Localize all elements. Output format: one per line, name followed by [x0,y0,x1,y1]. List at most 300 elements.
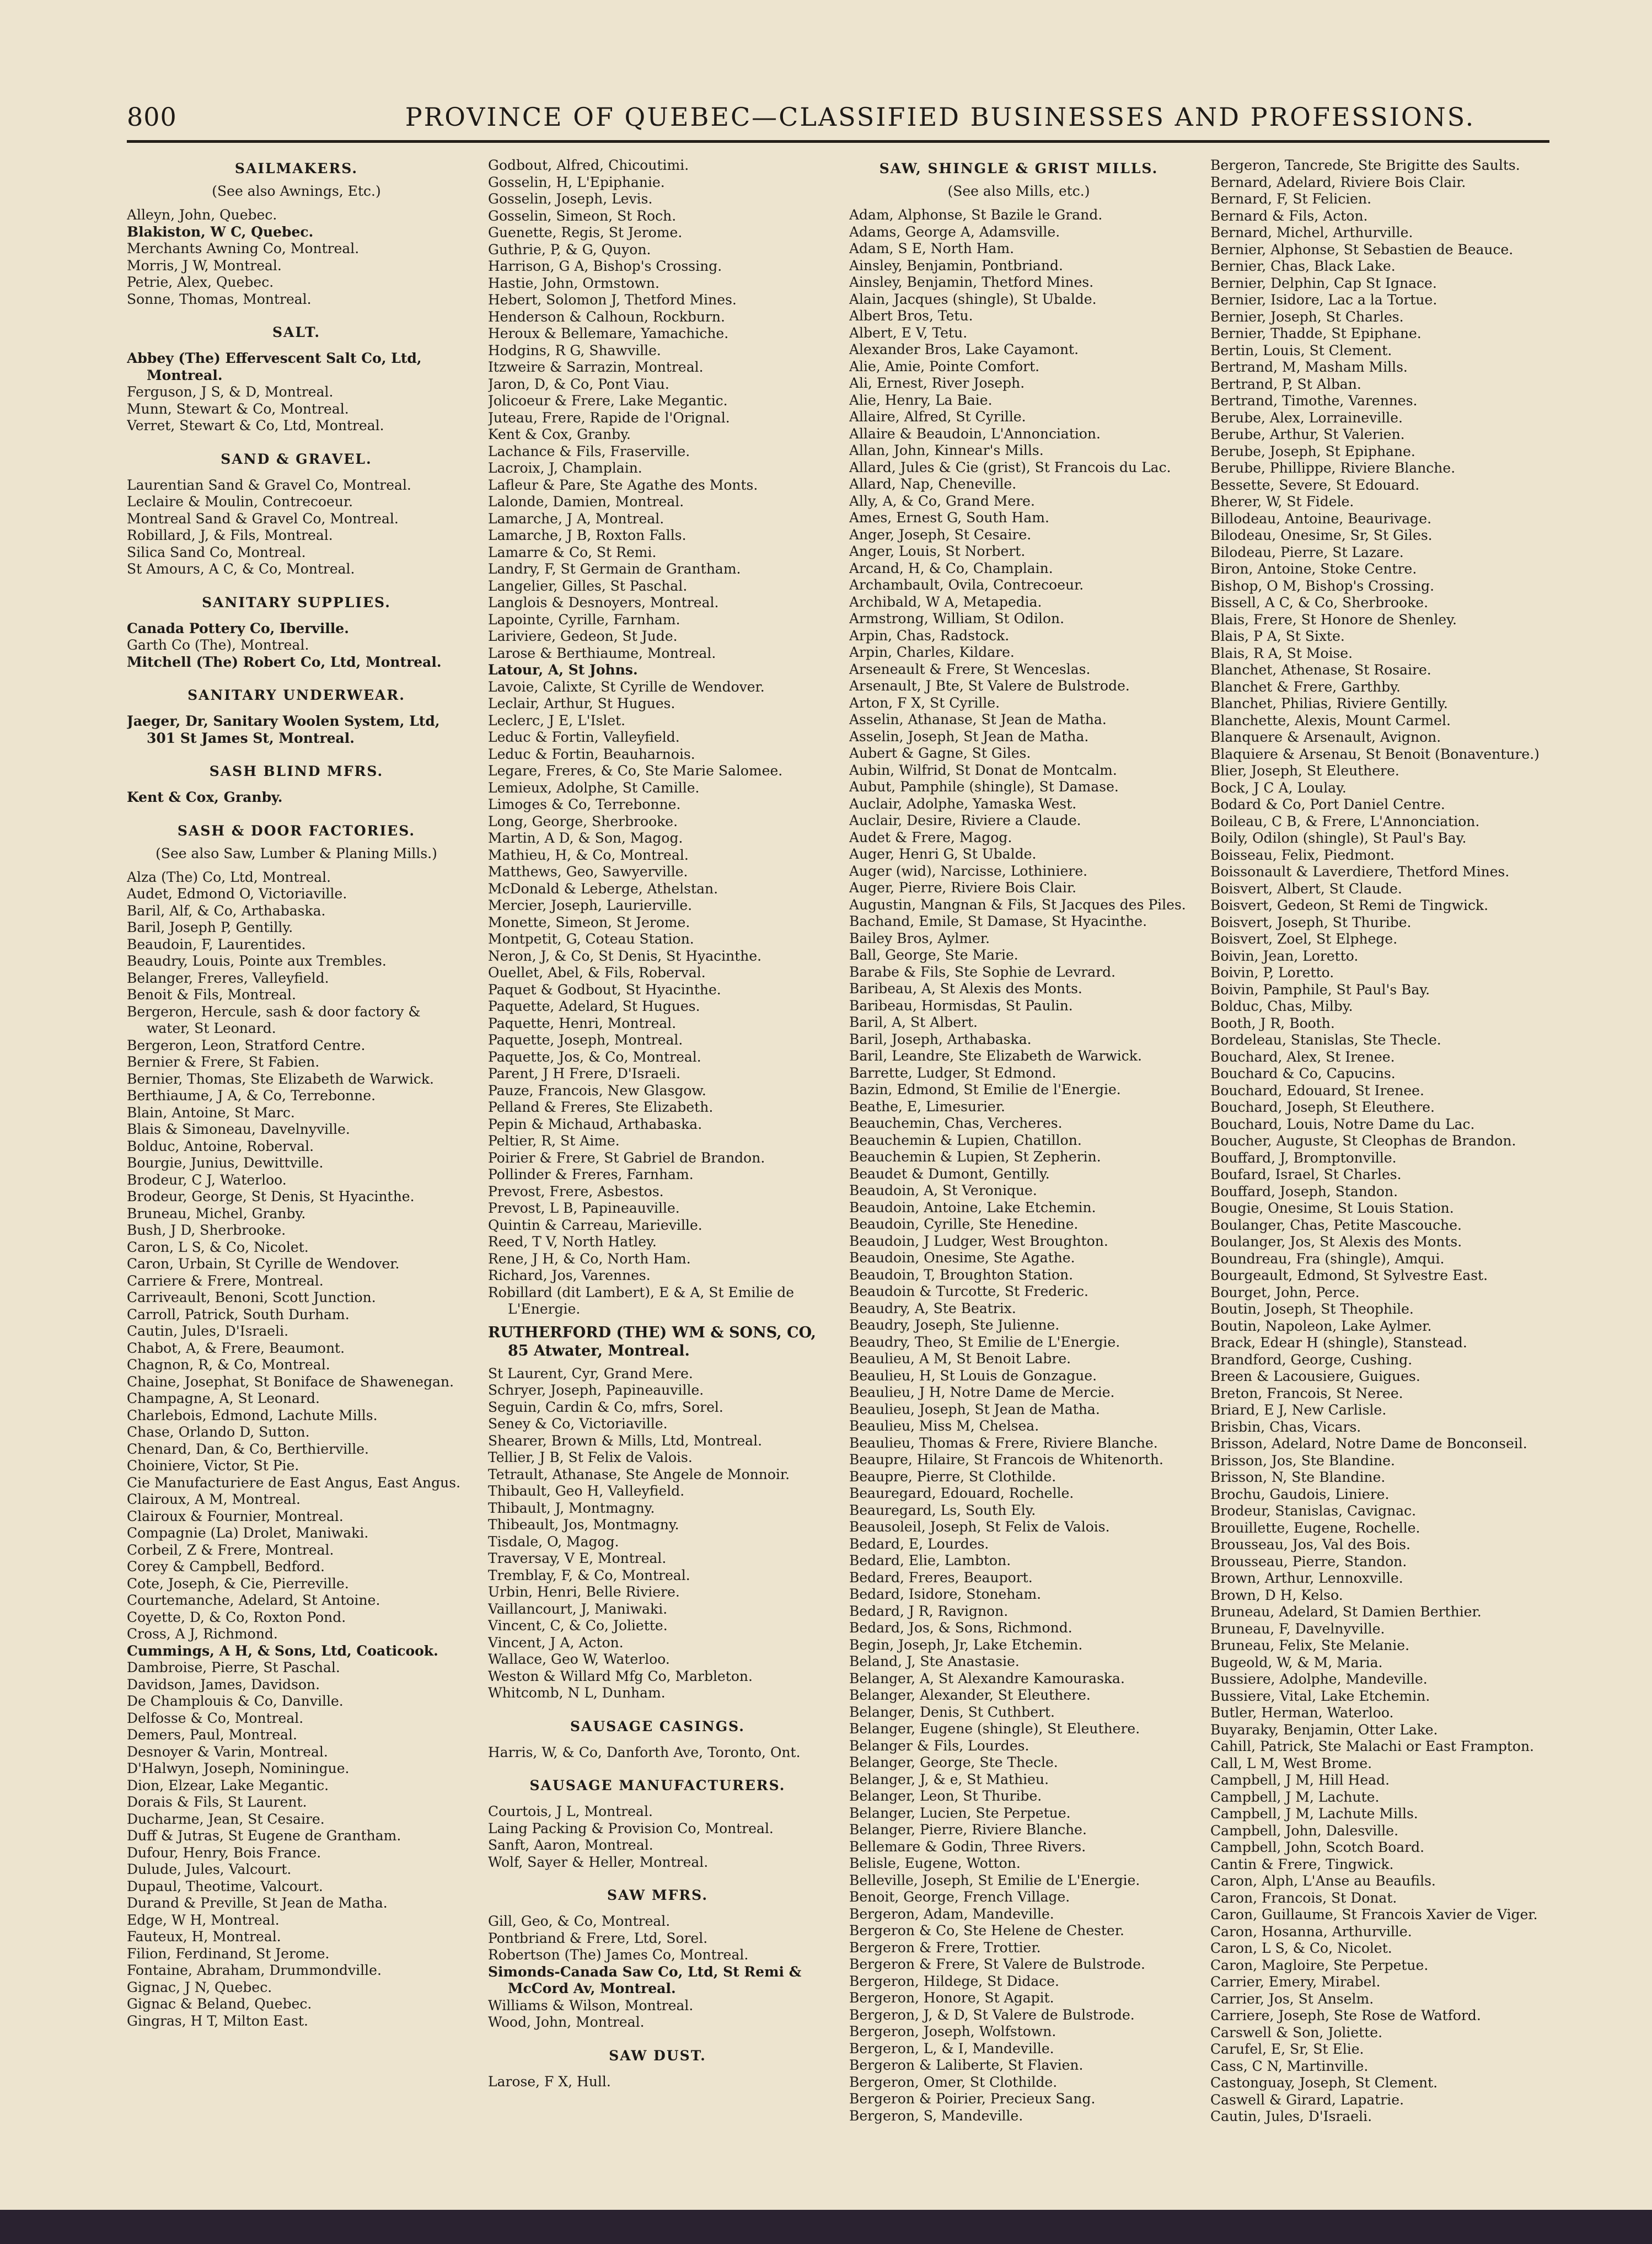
listing-entry: Fauteux, H, Montreal. [127,1929,281,1945]
listing-entry: Harris, W, & Co, Danforth Ave, Toronto, Ont. [488,1744,801,1760]
section-heading: SAW DUST. [609,2047,706,2064]
listing-entry: Benoit & Fils, Montreal. [127,987,296,1003]
listing-entry: Barrette, Ludger, St Edmond. [849,1064,1056,1081]
listing-entry: Bernard, Michel, Arthurville. [1210,224,1413,240]
listing-entry: Bernier & Frere, St Fabien. [127,1054,320,1070]
listing-entry: Bedard, Jos, & Sons, Richmond. [849,1620,1072,1636]
listing-entry: Laurentian Sand & Gravel Co, Montreal. [127,476,411,493]
listing-entry: Anger, Louis, St Norbert. [849,543,1026,559]
listing-entry: Beaudoin, Onesime, Ste Agathe. [849,1250,1075,1266]
listing-entry: Bergeron, Honore, St Agapit. [849,1990,1054,2006]
directory-column [849,157,1188,2176]
listing-entry: Pauze, Francois, New Glasgow. [488,1082,706,1099]
listing-entry: Bernard, F, St Felicien. [1210,191,1372,207]
listing-entry: Ally, A, & Co, Grand Mere. [849,492,1035,509]
listing-entry: Chaine, Josephat, St Boniface de Shawenegan. [127,1373,454,1390]
listing-entry: Adam, S E, North Ham. [849,240,1015,256]
listing-entry: Caron, Magloire, Ste Perpetue. [1210,1957,1429,1973]
listing-entry: Alain, Jacques (shingle), St Ubalde. [849,291,1097,307]
listing-entry: Allard, Jules & Cie (grist), St Francois du Lac. [849,459,1171,475]
listing-entry: Brodeur, George, St Denis, St Hyacinthe. [127,1188,415,1204]
listing-entry: Blais, Frere, St Honore de Shenley. [1210,611,1457,628]
listing-entry: Boisseau, Felix, Piedmont. [1210,847,1394,863]
listing-entry: De Champlouis & Co, Danville. [127,1693,344,1709]
listing-entry: Albert Bros, Tetu. [849,308,973,324]
listing-entry: Bergeron, Leon, Stratford Centre. [127,1037,366,1053]
listing-entry: Prevost, Frere, Asbestos. [488,1183,664,1199]
listing-entry: Gignac & Beland, Quebec. [127,1996,312,2012]
listing-entry: Beaudoin, Antoine, Lake Etchemin. [849,1199,1096,1215]
listing-entry: Kent & Cox, Granby. [127,789,283,805]
listing-entry: Blanquere & Arsenault, Avignon. [1210,729,1441,745]
listing-entry: Bussiere, Adolphe, Mandeville. [1210,1671,1428,1687]
listing-entry: Bergeron, Hildege, St Didace. [849,1973,1060,1989]
listing-entry: Bouchard, Alex, St Irenee. [1210,1048,1395,1065]
listing-entry: Berthiaume, J A, & Co, Terrebonne. [127,1088,376,1104]
listing-entry: Aubin, Wilfrid, St Donat de Montcalm. [849,762,1117,778]
listing-entry: Allan, John, Kinnear's Mills. [849,442,1044,458]
listing-entry: Paquette, Henri, Montreal. [488,1015,677,1031]
listing-entry: Benoit, George, French Village. [849,1889,1070,1905]
listing-entry: Boisvert, Albert, St Claude. [1210,880,1402,897]
listing-entry: Demers, Paul, Montreal. [127,1727,297,1743]
listing-entry: Ouellet, Abel, & Fils, Roberval. [488,965,706,981]
listing-entry: Beauchemin, Chas, Vercheres. [849,1115,1063,1131]
listing-entry: Corey & Campbell, Bedford. [127,1559,325,1574]
listing-entry: Legare, Freres, & Co, Ste Marie Salomee. [488,763,783,779]
listing-entry: Brousseau, Jos, Val des Bois. [1210,1536,1411,1552]
listing-entry: Lamarche, J B, Roxton Falls. [488,527,686,543]
listing-entry: Gosselin, Joseph, Levis. [488,191,653,207]
listing-entry: Bernier, Thadde, St Epiphane. [1210,325,1422,341]
scan-bottom-edge [0,2210,1652,2244]
listing-entry: Campbell, John, Dalesville. [1210,1822,1399,1839]
listing-entry: Garth Co (The), Montreal. [127,637,309,653]
listing-entry: Chagnon, R, & Co, Montreal. [127,1357,330,1373]
listing-entry: Albert, E V, Tetu. [849,324,968,341]
listing-entry: Brown, D H, Kelso. [1210,1587,1343,1603]
listing-entry: Campbell, J M, Lachute. [1210,1788,1380,1805]
listing-entry: Wood, John, Montreal. [488,2014,645,2030]
listing-entry: Blanchet, Philias, Riviere Gentilly. [1210,695,1448,711]
listing-entry: Boutin, Joseph, St Theophile. [1210,1301,1414,1317]
listing-entry: Briard, E J, New Carlisle. [1210,1402,1387,1418]
listing-entry: Baril, Alf, & Co, Arthabaska. [127,902,326,919]
listing-entry: Richard, Jos, Varennes. [488,1267,651,1283]
listing-entry: Lemieux, Adolphe, St Camille. [488,779,700,796]
listing-entry: Caron, Urbain, St Cyrille de Wendover. [127,1256,400,1272]
listing-entry: Allard, Nap, Cheneville. [849,476,1017,492]
listing-entry: Archambault, Ovila, Contrecoeur. [849,577,1084,593]
listing-entry: St Amours, A C, & Co, Montreal. [127,561,355,577]
listing-entry: Paquette, Joseph, Montreal. [488,1032,683,1048]
listing-entry: Mitchell (The) Robert Co, Ltd, Montreal. [127,654,442,670]
listing-entry: McDonald & Leberge, Athelstan. [488,880,718,897]
listing-entry: Langelier, Gilles, St Paschal. [488,577,688,594]
listing-entry: Buyaraky, Benjamin, Otter Lake. [1210,1721,1438,1738]
listing-entry: Biron, Antoine, Stoke Centre. [1210,561,1417,577]
listing-entry: Caron, Hosanna, Arthurville. [1210,1923,1412,1940]
listing-entry: Bordeleau, Stanislas, Ste Thecle. [1210,1032,1441,1048]
listing-entry: Bedard, Isidore, Stoneham. [849,1586,1042,1602]
listing-entry: Bazin, Edmond, St Emilie de l'Energie. [849,1081,1121,1097]
listing-entry: Booth, J R, Booth. [1210,1015,1335,1031]
listing-entry: Bedard, J R, Ravignon. [849,1603,1009,1619]
listing-entry: Clairoux & Fournier, Montreal. [127,1508,344,1524]
listing-entry: Beaulieu, J H, Notre Dame de Mercie. [849,1384,1115,1400]
listing-entry: Boundreau, Fra (shingle), Amqui. [1210,1250,1445,1267]
listing-entry: Pontbriand & Frere, Ltd, Sorel. [488,1930,708,1946]
listing-entry: Beaulieu, Joseph, St Jean de Matha. [849,1401,1100,1417]
listing-entry: Beauregard, Edouard, Rochelle. [849,1485,1074,1501]
listing-entry: Thibault, Geo H, Valleyfield. [488,1483,685,1499]
listing-entry: Sanft, Aaron, Montreal. [488,1837,653,1853]
listing-entry: Begin, Joseph, Jr, Lake Etchemin. [849,1636,1083,1653]
listing-entry: Cautin, Jules, D'Israeli. [1210,2108,1372,2124]
listing-entry: Beathe, E, Limesurier. [849,1098,1005,1115]
listing-entry: Monette, Simeon, St Jerome. [488,914,690,930]
listing-entry: Chase, Orlando D, Sutton. [127,1424,310,1440]
listing-entry: Beaulieu, A M, St Benoit Labre. [849,1351,1071,1367]
listing-entry: Lacroix, J, Champlain. [488,460,642,476]
listing-entry: Carriere & Frere, Montreal. [127,1272,324,1289]
listing-entry: Boisvert, Gedeon, St Remi de Tingwick. [1210,897,1489,913]
listing-entry: Bergeron & Poirier, Precieux Sang. [849,2091,1096,2107]
section-heading: SASH BLIND MFRS. [209,763,384,779]
listing-entry: Cass, C N, Martinville. [1210,2058,1369,2074]
listing-entry: Champagne, A, St Leonard. [127,1390,320,1406]
listing-entry: Bruneau, F, Davelnyville. [1210,1620,1385,1637]
listing-entry: Bernier, Alphonse, St Sebastien de Beauce. [1210,241,1514,258]
listing-entry: Boufard, Israel, St Charles. [1210,1166,1402,1182]
listing-entry: Alleyn, John, Quebec. [127,207,277,223]
listing-entry: Bruneau, Adelard, St Damien Berthier. [1210,1604,1482,1620]
listing-entry: Berube, Alex, Lorraineville. [1210,409,1403,426]
listing-entry: Wolf, Sayer & Heller, Montreal. [488,1854,709,1870]
listing-entry: Pepin & Michaud, Arthabaska. [488,1116,702,1132]
listing-entry: D'Halwyn, Joseph, Nominingue. [127,1760,350,1776]
listing-entry: Caron, L S, & Co, Nicolet. [127,1239,309,1255]
listing-entry: Morris, J W, Montreal. [127,257,282,274]
listing-entry: Bouchard & Co, Capucins. [1210,1065,1396,1081]
listing-entry: Campbell, J M, Lachute Mills. [1210,1806,1418,1822]
listing-entry: Limoges & Co, Terrebonne. [488,796,681,812]
listing-entry: Sonne, Thomas, Montreal. [127,291,312,307]
listing-entry: Bernier, Thomas, Ste Elizabeth de Warwick. [127,1070,435,1087]
directory-column [127,157,466,2176]
section-heading: SAUSAGE CASINGS. [570,1718,745,1734]
listing-entry: Paquette, Adelard, St Hugues. [488,998,700,1014]
listing-entry: Charlebois, Edmond, Lachute Mills. [127,1407,378,1423]
listing-entry: Bernier, Delphin, Cap St Ignace. [1210,275,1437,291]
listing-entry: Belanger, J, & e, St Mathieu. [849,1771,1049,1787]
listing-entry: Traversay, V E, Montreal. [488,1550,667,1566]
listing-entry: Delfosse & Co, Montreal. [127,1710,304,1726]
listing-entry: Dion, Elzear, Lake Megantic. [127,1777,329,1793]
listing-entry: Blais, R A, St Moise. [1210,645,1353,661]
listing-entry: Ali, Ernest, River Joseph. [849,375,1025,391]
listing-entry: Bruneau, Michel, Granby. [127,1205,306,1222]
listing-entry: Beaudoin, J Ludger, West Broughton. [849,1233,1108,1249]
listing-entry: Simonds-Canada Saw Co, Ltd, St Remi & McCord Av, Montreal. [488,1963,802,1996]
listing-entry: Gosselin, Simeon, St Roch. [488,207,677,224]
listing-entry: Paquet & Godbout, St Hyacinthe. [488,981,721,998]
listing-entry: Cahill, Patrick, Ste Malachi or East Frampton. [1210,1738,1534,1754]
listing-entry: Adam, Alphonse, St Bazile le Grand. [849,207,1103,223]
directory-column [1210,157,1549,2176]
listing-entry: Cie Manufacturiere de East Angus, East Angus. [127,1474,461,1491]
listing-entry: Anger, Joseph, St Cesaire. [849,526,1032,543]
listing-entry: Robillard (dit Lambert), E & A, St Emilie de L'Energie. [488,1284,795,1317]
listing-entry: Bilodeau, Pierre, St Lazare. [1210,544,1404,560]
listing-entry: Butler, Herman, Waterloo. [1210,1705,1394,1721]
listing-entry: Gignac, J N, Quebec. [127,1979,272,1995]
listing-entry: Tetrault, Athanase, Ste Angele de Monnoir. [488,1466,790,1482]
listing-entry: Baril, A, St Albert. [849,1014,978,1030]
listing-entry: Berube, Joseph, St Epiphane. [1210,443,1415,459]
listing-entry: Blais & Simoneau, Davelnyville. [127,1121,350,1137]
listing-entry: Beaudoin, T, Broughton Station. [849,1266,1074,1283]
listing-entry: Gosselin, H, L'Epiphanie. [488,174,665,190]
listing-entry: Bouffard, Joseph, Standon. [1210,1183,1398,1199]
listing-entry: Cote, Joseph, & Cie, Pierreville. [127,1575,349,1592]
section-heading: SANITARY SUPPLIES. [202,594,391,610]
listing-entry: Dupaul, Theotime, Valcourt. [127,1878,323,1894]
listing-entry: Bergeron, J, & D, St Valere de Bulstrode. [849,2006,1135,2023]
listing-entry: Silica Sand Co, Montreal. [127,544,306,560]
section-heading: SAW, SHINGLE & GRIST MILLS. [879,160,1158,176]
listing-entry: Arpin, Charles, Kildare. [849,644,1015,660]
listing-entry: Bedard, E, Lourdes. [849,1535,989,1552]
listing-entry: Bertrand, P, St Alban. [1210,376,1361,392]
listing-entry: Bugeold, W, & M, Maria. [1210,1654,1383,1670]
listing-entry: Beaulieu, Thomas & Frere, Riviere Blanche. [849,1434,1158,1451]
listing-entry: Bergeron & Laliberte, St Flavien. [849,2057,1084,2073]
listing-entry: Brandford, George, Cushing. [1210,1351,1413,1368]
listing-entry: Compagnie (La) Drolet, Maniwaki. [127,1525,369,1541]
listing-entry: Merchants Awning Co, Montreal. [127,240,360,256]
listing-entry: Ducharme, Jean, St Cesaire. [127,1811,325,1827]
listing-entry: Baribeau, Hormisdas, St Paulin. [849,997,1073,1014]
listing-entry: Belanger, George, Ste Thecle. [849,1754,1058,1770]
listing-entry: Alie, Henry, La Baie. [849,392,993,408]
listing-entry: Montreal Sand & Gravel Co, Montreal. [127,510,399,527]
listing-entry: Belleville, Joseph, St Emilie de L'Energie. [849,1872,1140,1888]
listing-entry: Beland, J, Ste Anastasie. [849,1653,1020,1669]
listing-entry: Lariviere, Gedeon, St Jude. [488,628,678,644]
listing-entry: Beaulieu, H, St Louis de Gonzague. [849,1367,1097,1384]
listing-entry: Beausoleil, Joseph, St Felix de Valois. [849,1519,1110,1535]
listing-entry: Asselin, Athanase, St Jean de Matha. [849,711,1107,727]
listing-entry: Mercier, Joseph, Laurierville. [488,897,693,913]
section-heading: SAW MFRS. [607,1887,709,1903]
listing-entry: Armstrong, William, St Odilon. [849,610,1065,626]
listing-entry: Abbey (The) Effervescent Salt Co, Ltd, Montreal. [127,350,422,383]
listing-entry: Larose & Berthiaume, Montreal. [488,645,716,661]
listing-entry: Ainsley, Benjamin, Pontbriand. [849,257,1064,274]
listing-entry: Long, George, Sherbrooke. [488,813,678,829]
listing-entry: Kent & Cox, Granby. [488,426,631,442]
listing-entry: Barabe & Fils, Ste Sophie de Levrard. [849,963,1116,980]
listing-entry: Bertin, Louis, St Clement. [1210,342,1392,358]
listing-entry: Dufour, Henry, Bois France. [127,1844,321,1861]
listing-entry: Belanger, A, St Alexandre Kamouraska. [849,1670,1125,1686]
section-heading: SAILMAKERS. [234,160,358,176]
listing-entry: Robillard, J, & Fils, Montreal. [127,527,333,543]
listing-entry: Blanchet, Athenase, St Rosaire. [1210,662,1431,678]
listing-entry: Bouchard, Louis, Notre Dame du Lac. [1210,1116,1475,1132]
listing-entry: Arcand, H, & Co, Champlain. [849,560,1053,576]
listing-entry: Beaudry, Theo, St Emilie de L'Energie. [849,1333,1120,1350]
listing-entry: Belanger, Pierre, Riviere Blanche. [849,1822,1087,1838]
listing-entry: Carswell & Son, Joliette. [1210,2024,1383,2041]
listing-entry: Boivin, P, Loretto. [1210,965,1334,981]
listing-entry: Arton, F X, St Cyrille. [849,694,1000,711]
listing-entry: Aubert & Gagne, St Giles. [849,745,1031,761]
listing-entry: Bishop, O M, Bishop's Crossing. [1210,577,1435,594]
listing-entry: Brouillette, Eugene, Rochelle. [1210,1519,1420,1536]
listing-entry: Boulanger, Jos, St Alexis des Monts. [1210,1234,1462,1250]
listing-entry: Lamarche, J A, Montreal. [488,510,664,527]
listing-entry: Godbout, Alfred, Chicoutimi. [488,157,689,173]
listing-entry: Beauchemin & Lupien, St Zepherin. [849,1149,1101,1165]
listing-entry: Beaulieu, Miss M, Chelsea. [849,1418,1039,1434]
listing-entry: Belanger, Leon, St Thuribe. [849,1788,1042,1804]
listing-entry: Mathieu, H, & Co, Montreal. [488,847,689,863]
listing-entry: Chabot, A, & Frere, Beaumont. [127,1340,345,1356]
listing-entry: Brisbin, Chas, Vicars. [1210,1418,1361,1435]
listing-entry: Beaudoin, A, St Veronique. [849,1182,1037,1198]
listing-entry: Williams & Wilson, Montreal. [488,1997,694,2013]
see-also-note: (See also Saw, Lumber & Planing Mills.) [155,845,437,861]
listing-entry: Bougie, Onesime, St Louis Station. [1210,1200,1454,1216]
listing-entry: Beaupre, Pierre, St Clothilde. [849,1468,1056,1485]
listing-entry: Breen & Lacousiere, Guigues. [1210,1368,1420,1384]
listing-entry: Desnoyer & Varin, Montreal. [127,1743,328,1760]
see-also-note: (See also Awnings, Etc.) [212,183,381,199]
listing-entry: Thibeault, Jos, Montmagny. [488,1517,679,1533]
listing-entry: Shearer, Brown & Mills, Ltd, Montreal. [488,1432,763,1449]
page-number: 800 [127,102,177,132]
listing-entry: Breton, Francois, St Neree. [1210,1385,1403,1401]
listing-entry: Langlois & Desnoyers, Montreal. [488,595,719,610]
listing-entry: Allaire, Alfred, St Cyrille. [849,409,1026,425]
listing-entry: Lafleur & Pare, Ste Agathe des Monts. [488,476,758,493]
listing-entry: Bourgie, Junius, Dewittville. [127,1155,324,1171]
listing-entry: Baril, Leandre, Ste Elizabeth de Warwick. [849,1048,1142,1064]
listing-entry: Blakiston, W C, Quebec. [127,223,314,240]
section-heading: SANITARY UNDERWEAR. [187,687,405,703]
listing-entry: Beaudoin, Cyrille, Ste Henedine. [849,1216,1079,1232]
listing-entry: Bailey Bros, Aylmer. [849,930,990,946]
listing-entry: Belisle, Eugene, Wotton. [849,1855,1021,1871]
listing-entry: Larose, F X, Hull. [488,2073,611,2090]
listing-entry: Brodeur, C J, Waterloo. [127,1171,287,1188]
listing-entry: Choiniere, Victor, St Pie. [127,1458,299,1474]
listing-entry: Tremblay, F, & Co, Montreal. [488,1567,690,1583]
listing-entry: Leclair, Arthur, St Hugues. [488,695,675,711]
listing-entry: Blanchette, Alexis, Mount Carmel. [1210,712,1451,729]
listing-entry: Bessette, Severe, St Edouard. [1210,476,1420,493]
page-title: PROVINCE OF QUEBEC—CLASSIFIED BUSINESSES AND PROFESSIONS. [405,102,1476,132]
listing-entry: Reed, T V, North Hatley. [488,1234,657,1250]
listing-entry: Edge, W H, Montreal. [127,1911,280,1928]
listing-entry: Leduc & Fortin, Valleyfield. [488,729,680,745]
directory-columns [127,157,1549,2176]
listing-entry: Arseneault & Frere, St Wenceslas. [849,661,1091,677]
listing-entry: Belanger, Lucien, Ste Perpetue. [849,1804,1071,1821]
listing-entry: Baril, Joseph P, Gentilly. [127,919,293,935]
listing-entry: Beaudoin, F, Laurentides. [127,936,306,952]
listing-entry: Arsenault, J Bte, St Valere de Bulstrode. [849,678,1130,694]
listing-entry: Bertrand, Timothe, Varennes. [1210,393,1418,409]
listing-entry: Aubut, Pamphile (shingle), St Damase. [849,779,1119,795]
listing-entry: Brisson, Jos, Ste Blandine. [1210,1452,1395,1469]
listing-entry: Alza (The) Co, Ltd, Montreal. [127,869,331,885]
listing-entry: Ferguson, J S, & D, Montreal. [127,384,334,400]
listing-entry: Carrier, Jos, St Anselm. [1210,1990,1374,2007]
listing-entry: Thibault, J, Montmagny. [488,1499,655,1516]
listing-entry: Belanger, Denis, St Cuthbert. [849,1704,1055,1720]
listing-entry: Castonguay, Joseph, St Clement. [1210,2075,1438,2091]
listing-entry: Durand & Preville, St Jean de Matha. [127,1895,388,1911]
listing-entry: Cross, A J, Richmond. [127,1626,278,1642]
listing-entry: Bilodeau, Onesime, Sr, St Giles. [1210,527,1433,543]
listing-entry: Beaupre, Hilaire, St Francois de Whitenorth. [849,1452,1163,1468]
listing-entry: Laing Packing & Provision Co, Montreal. [488,1820,774,1836]
listing-entry: Munn, Stewart & Co, Montreal. [127,400,349,417]
listing-entry: Davidson, James, Davidson. [127,1676,320,1693]
listing-entry: Belanger, Alexander, St Eleuthere. [849,1687,1091,1703]
listing-entry: Bedard, Elie, Lambton. [849,1552,1011,1568]
listing-entry: Hastie, John, Ormstown. [488,275,659,291]
listing-entry: Jaron, D, & Co, Pont Viau. [488,376,669,392]
listing-entry: Bernard, Adelard, Riviere Bois Clair. [1210,174,1466,190]
listing-entry: Belanger, Freres, Valleyfield. [127,970,329,986]
listing-entry: Beauchemin & Lupien, Chatillon. [849,1132,1082,1148]
listing-entry: Boisvert, Zoel, St Elphege. [1210,931,1398,947]
listing-entry: Ainsley, Benjamin, Thetford Mines. [849,274,1094,290]
listing-entry: Urbin, Henri, Belle Riviere. [488,1584,680,1600]
listing-entry: Martin, A D, & Son, Magog. [488,830,683,846]
listing-entry: Boily, Odilon (shingle), St Paul's Bay. [1210,830,1467,846]
listing-entry: Auger (wid), Narcisse, Lothiniere. [849,863,1088,879]
listing-entry: Courtois, J L, Montreal. [488,1803,653,1819]
listing-entry: Carriveault, Benoni, Scott Junction. [127,1289,376,1305]
listing-entry: Bherer, W, St Fidele. [1210,494,1354,510]
listing-entry: Brousseau, Pierre, Standon. [1210,1553,1407,1570]
listing-entry: Bussiere, Vital, Lake Etchemin. [1210,1688,1430,1704]
listing-entry: Leclaire & Moulin, Contrecoeur. [127,494,353,510]
listing-entry: Caron, L S, & Co, Nicolet. [1210,1940,1392,1956]
listing-entry: Auger, Henri G, St Ubalde. [849,846,1037,862]
page-header [127,102,1549,146]
listing-entry: Bissell, A C, & Co, Sherbrooke. [1210,595,1429,610]
listing-entry: Alexander Bros, Lake Cayamont. [849,341,1079,357]
section-heading: SAUSAGE MANUFACTURERS. [529,1777,786,1793]
listing-entry: Juteau, Frere, Rapide de l'Orignal. [488,409,730,426]
listing-entry: St Laurent, Cyr, Grand Mere. [488,1365,693,1381]
listing-entry: Audet, Edmond O, Victoriaville. [127,886,347,902]
listing-entry: Brisson, N, Ste Blandine. [1210,1469,1386,1485]
listing-entry: Boissonault & Laverdiere, Thetford Mines. [1210,864,1510,880]
directory-column [488,157,827,2176]
listing-entry: Ames, Ernest G, South Ham. [849,510,1049,526]
listing-entry: Montpetit, G, Coteau Station. [488,931,694,947]
header-rule [127,140,1549,143]
listing-entry: Bergeron & Frere, Trottier. [849,1939,1041,1956]
listing-entry: Tellier, J B, St Felix de Valois. [488,1449,693,1465]
